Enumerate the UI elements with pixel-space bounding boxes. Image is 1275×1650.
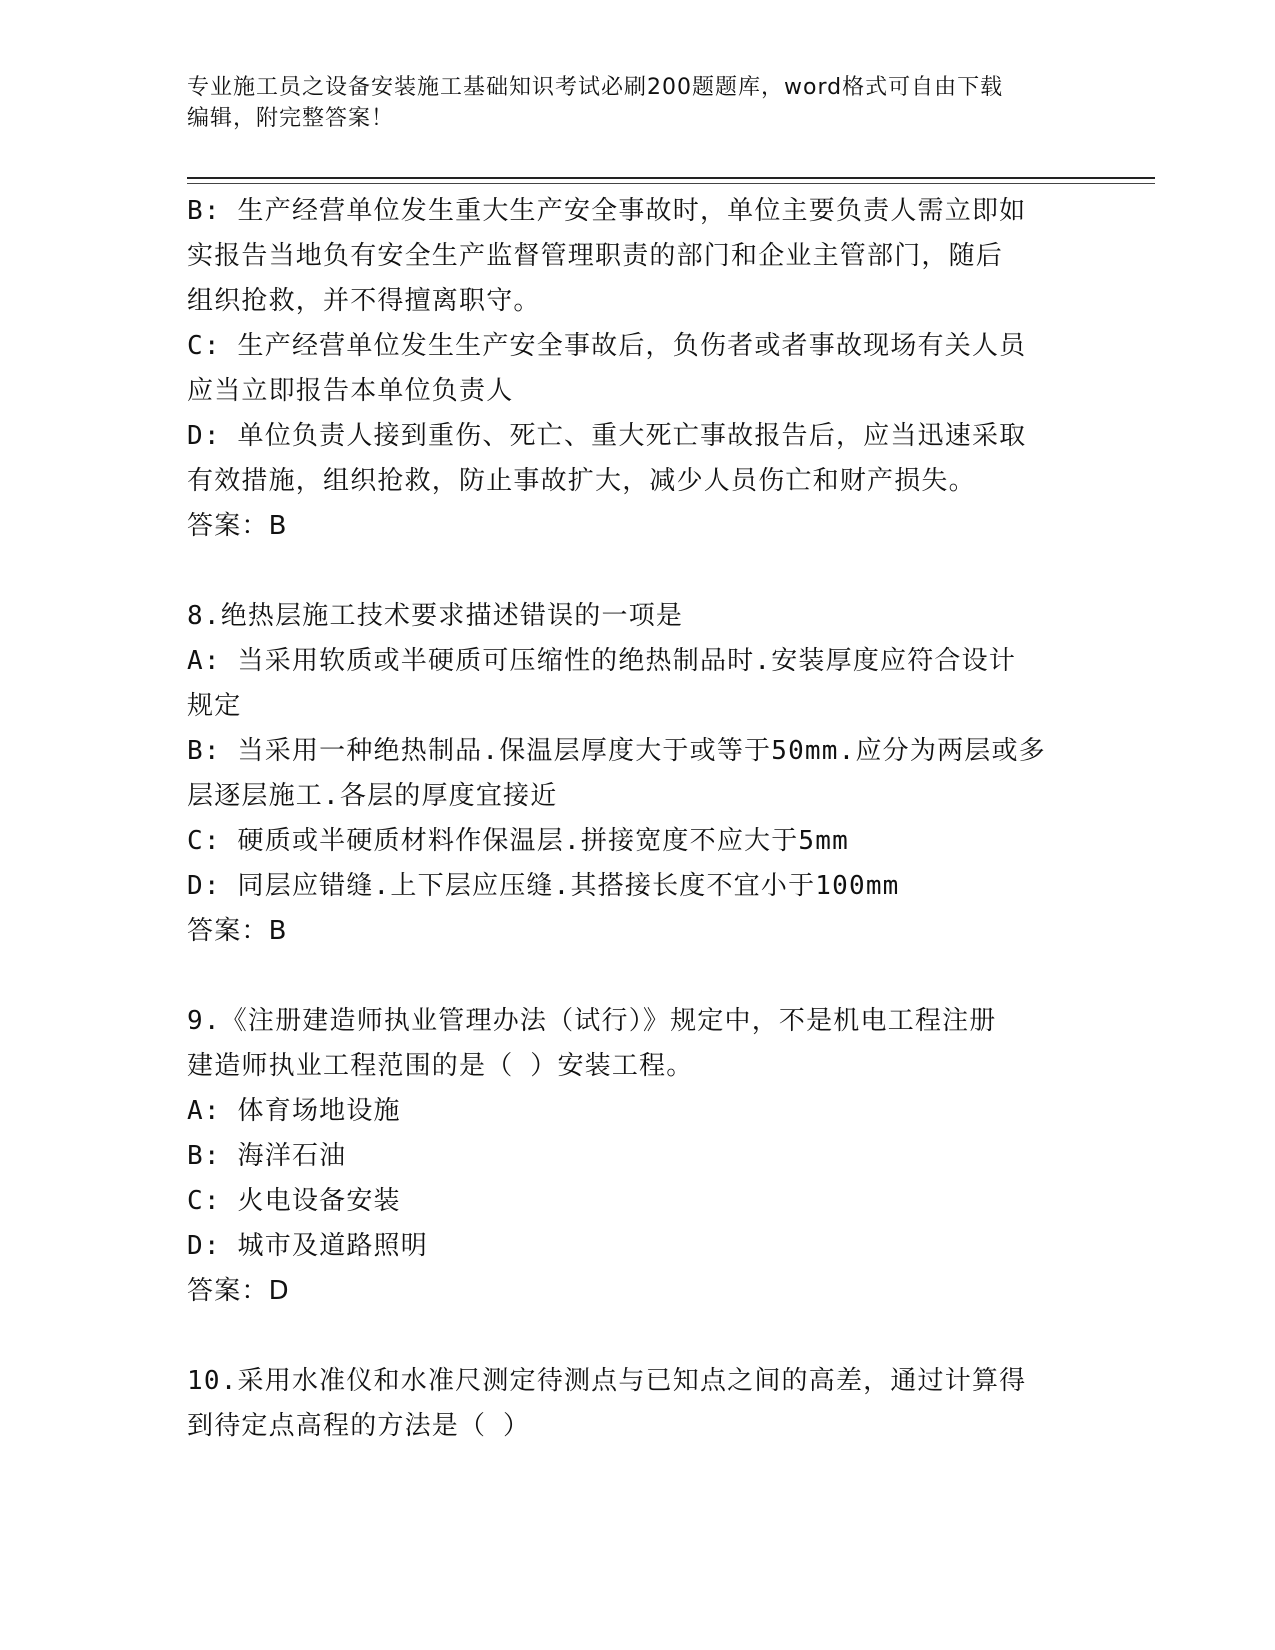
q10-question-line-1: 10.采用水准仪和水准尺测定待测点与已知点之间的高差，通过计算得 xyxy=(187,1366,1027,1396)
q8-option-c: C: 硬质或半硬质材料作保温层.拼接宽度不应大于5mm xyxy=(187,826,849,856)
header-title-line-1: 专业施工员之设备安装施工基础知识考试必刷200题题库，word格式可自由下载 xyxy=(187,75,1004,100)
q8-option-b-line-1: B: 当采用一种绝热制品.保温层厚度大于或等于50mm.应分为两层或多 xyxy=(187,736,1046,766)
q7-option-b-line-2: 实报告当地负有安全生产监督管理职责的部门和企业主管部门，随后 xyxy=(187,241,1004,271)
document-body xyxy=(187,189,1077,1449)
question-10-block xyxy=(187,1359,1077,1449)
q9-option-a: A: 体育场地设施 xyxy=(187,1096,401,1126)
question-8-block xyxy=(187,594,1077,954)
question-9-block xyxy=(187,999,1077,1314)
header-divider-thick xyxy=(187,177,1155,179)
q9-option-d: D: 城市及道路照明 xyxy=(187,1231,428,1261)
q7-option-d-line-1: D: 单位负责人接到重伤、死亡、重大死亡事故报告后，应当迅速采取 xyxy=(187,421,1027,451)
header-title-line-2: 编辑，附完整答案！ xyxy=(187,106,395,131)
header-divider-thin xyxy=(187,183,1155,184)
q8-answer: 答案：B xyxy=(187,916,288,946)
q9-option-c: C: 火电设备安装 xyxy=(187,1186,401,1216)
question-7-block xyxy=(187,189,1077,549)
q7-option-b-line-3: 组织抢救，并不得擅离职守。 xyxy=(187,286,541,316)
spacer xyxy=(187,549,1077,594)
q9-question-line-2: 建造师执业工程范围的是（ ）安装工程。 xyxy=(187,1051,694,1081)
q7-answer: 答案：B xyxy=(187,511,288,541)
q7-option-c-line-1: C: 生产经营单位发生生产安全事故后，负伤者或者事故现场有关人员 xyxy=(187,331,1027,361)
spacer xyxy=(187,954,1077,999)
spacer xyxy=(187,1314,1077,1359)
q7-option-b-line-1: B: 生产经营单位发生重大生产安全事故时，单位主要负责人需立即如 xyxy=(187,196,1027,226)
q8-option-a-line-2: 规定 xyxy=(187,691,242,721)
q9-question-line-1: 9.《注册建造师执业管理办法（试行）》规定中，不是机电工程注册 xyxy=(187,1006,997,1036)
q10-question-line-2: 到待定点高程的方法是（ ） xyxy=(187,1411,531,1441)
q8-option-a-line-1: A: 当采用软质或半硬质可压缩性的绝热制品时.安装厚度应符合设计 xyxy=(187,646,1017,676)
q7-option-c-line-2: 应当立即报告本单位负责人 xyxy=(187,376,514,406)
q9-answer: 答案：D xyxy=(187,1276,290,1306)
q8-option-d: D: 同层应错缝.上下层应压缝.其搭接长度不宜小于100mm xyxy=(187,871,900,901)
q9-option-b: B: 海洋石油 xyxy=(187,1141,347,1171)
q8-question: 8.绝热层施工技术要求描述错误的一项是 xyxy=(187,601,684,631)
q7-option-d-line-2: 有效措施，组织抢救，防止事故扩大，减少人员伤亡和财产损失。 xyxy=(187,466,976,496)
q8-option-b-line-2: 层逐层施工.各层的厚度宜接近 xyxy=(187,781,558,811)
document-header xyxy=(187,72,1067,134)
